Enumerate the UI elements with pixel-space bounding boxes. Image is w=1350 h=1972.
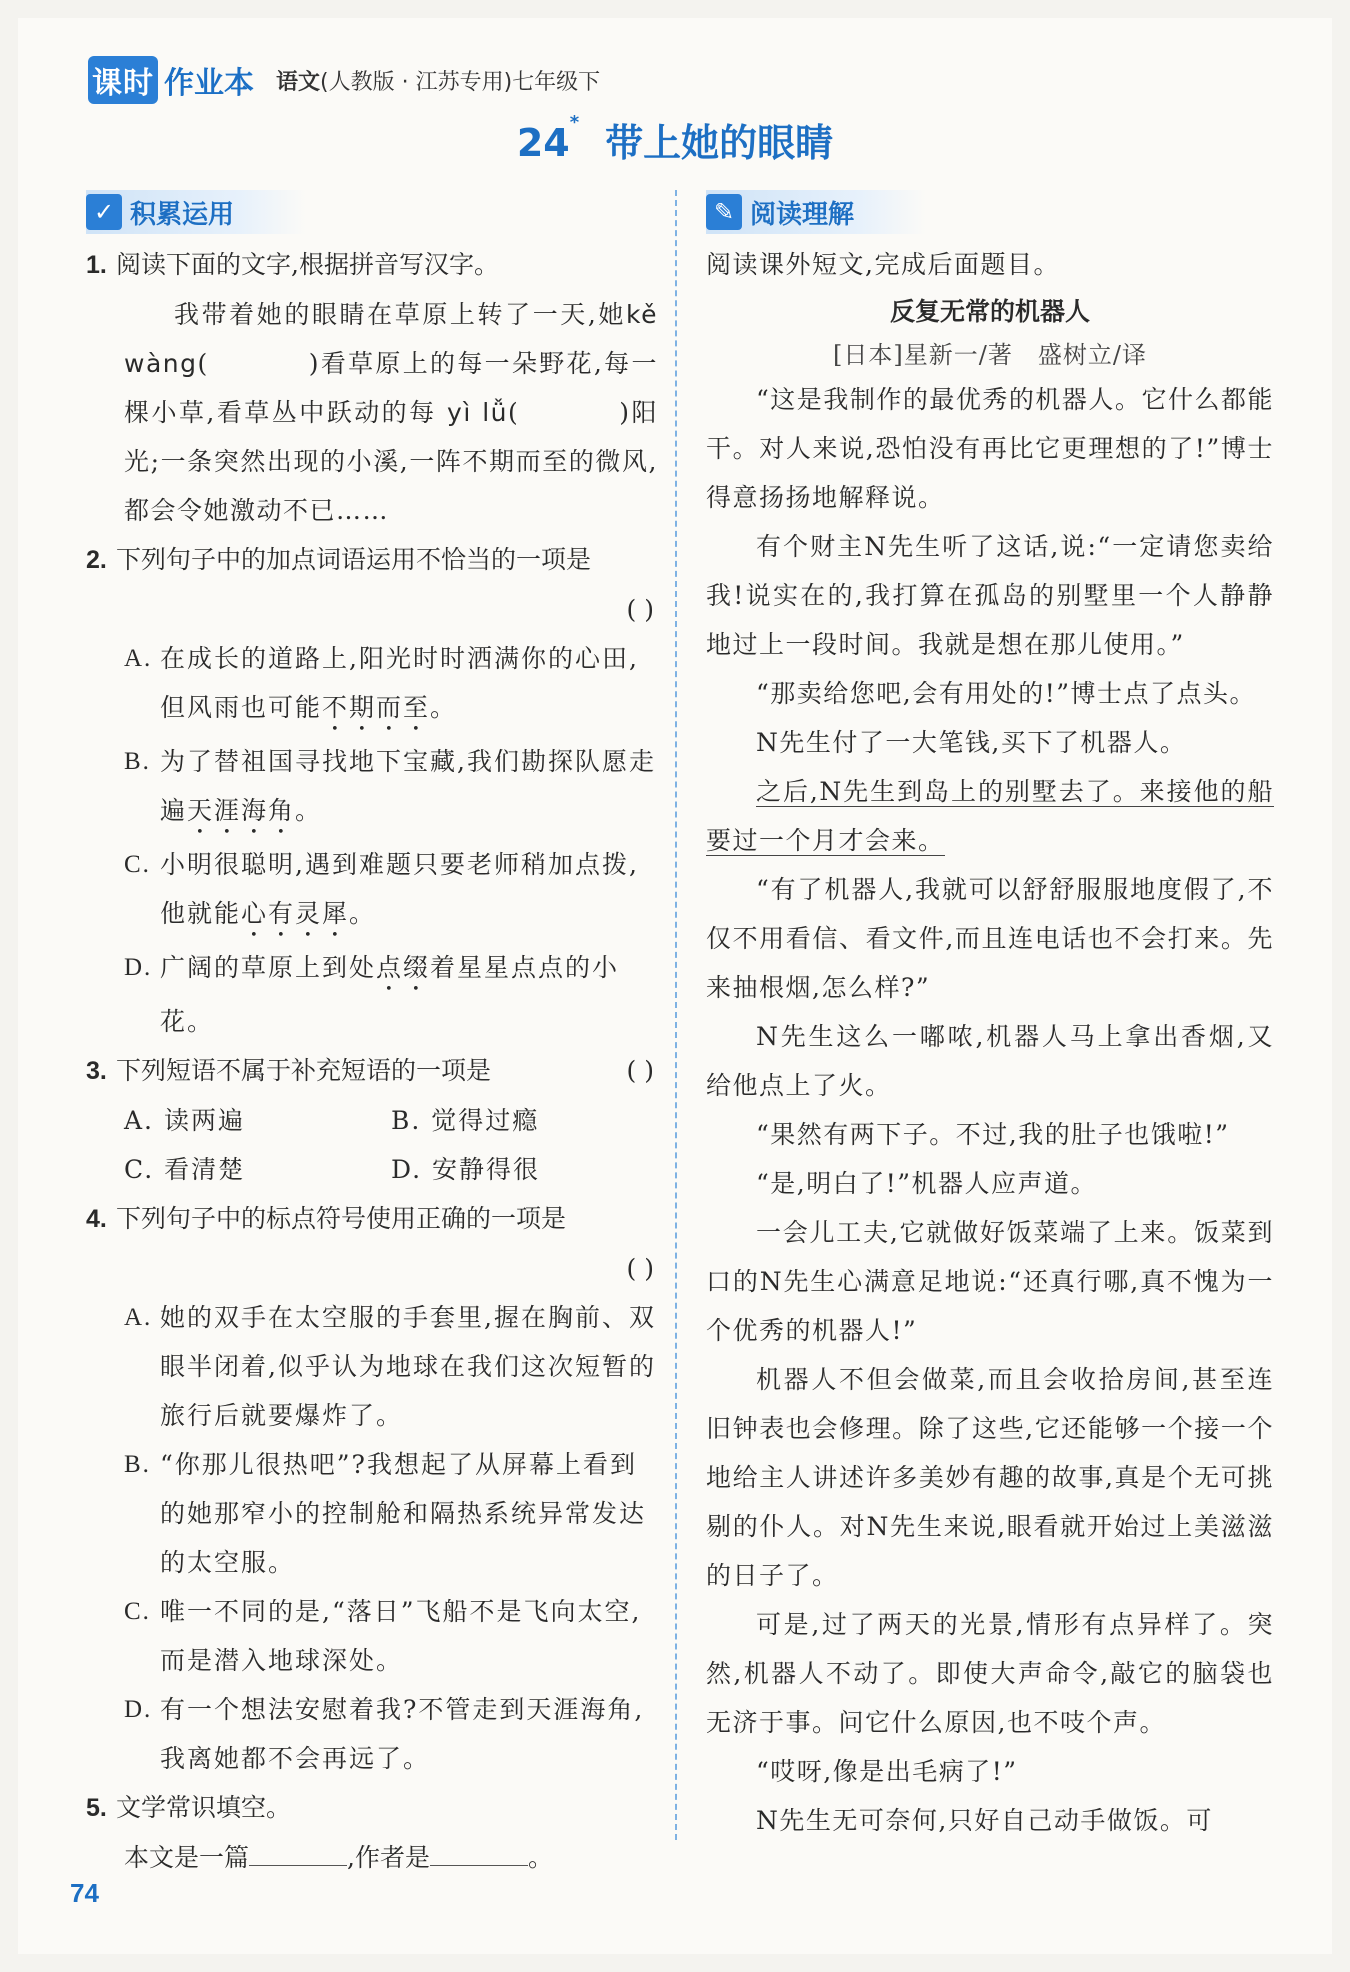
section-header-accumulate xyxy=(86,190,306,234)
paragraph: N先生这么一嘟哝,机器人马上拿出香烟,又给他点上了火。 xyxy=(706,1022,1274,1100)
question-stem: 文学常识填空。 xyxy=(116,1793,292,1822)
fill-line xyxy=(86,1833,658,1882)
paragraph: N先生付了一大笔钱,买下了机器人。 xyxy=(756,728,1187,757)
option-text: 她的双手在太空服的手套里,握在胸前、双眼半闭着,似乎认为地球在我们这次短暂的旅行后就要爆炸了。 xyxy=(160,1303,656,1430)
options-grid xyxy=(86,1096,658,1194)
option-label: C. xyxy=(124,1598,151,1625)
underlined-paragraph xyxy=(706,767,1274,865)
option-d xyxy=(86,1685,658,1783)
paragraph: “果然有两下子。不过,我的肚子也饿啦!” xyxy=(756,1120,1230,1149)
option-text: 。 xyxy=(349,899,377,928)
underlined-sentence: 之后,N先生到岛上的别墅去了。来接他的船要过一个月才会来。 xyxy=(706,777,1274,855)
option-b xyxy=(86,1440,658,1587)
question-stem: 下列句子中的标点符号使用正确的一项是 xyxy=(116,1204,567,1233)
lesson-mark: * xyxy=(569,112,580,133)
page-header xyxy=(88,56,600,104)
right-column xyxy=(706,190,1274,1845)
subject: 语文 xyxy=(276,69,321,95)
edition: (人教版 · 江苏专用)七年级下 xyxy=(320,69,601,95)
column-divider xyxy=(675,190,677,1840)
answer-paren[interactable]: ( ) xyxy=(626,1254,654,1283)
paragraph: 机器人不但会做菜,而且会收拾房间,甚至连旧钟表也会修理。除了这些,它还能够一个接一个地给主人讲述许多美妙有趣的故事,真是个无可挑剔的仆人。对N先生来说,眼看就开始过上美滋滋的日子了。 xyxy=(706,1365,1274,1590)
question-number: 2. xyxy=(86,546,107,574)
question-number: 5. xyxy=(86,1794,107,1822)
option-text: “你那儿很热吧”?我想起了从屏幕上看到的她那窄小的控制舱和隔热系统异常发达的太空服。 xyxy=(160,1450,647,1577)
option-text: 。 xyxy=(295,796,323,825)
lesson-number: 24 xyxy=(516,121,570,165)
option-label: A. xyxy=(124,645,153,672)
paragraph: “哎呀,像是出毛病了!” xyxy=(756,1757,1018,1786)
genre-blank[interactable] xyxy=(249,1838,347,1866)
option-label: C. xyxy=(124,851,151,878)
question-4 xyxy=(86,1194,658,1783)
question-number: 3. xyxy=(86,1057,107,1085)
option-label: D. xyxy=(124,954,153,981)
option-label: A. xyxy=(124,1304,153,1331)
logo-sub: 作业本 xyxy=(164,66,254,101)
option-label: B. xyxy=(124,748,151,775)
question-5 xyxy=(86,1783,658,1882)
passage-text: )看草原上的每一朵野花,每一棵小草,看草丛中跃动的每 xyxy=(124,349,658,427)
paragraph: 一会儿工夫,它就做好饭菜端了上来。饭菜到口的N先生心满意足地说:“还真行哪,真不愧为一个优秀的机器人!” xyxy=(706,1218,1274,1345)
answer-paren[interactable]: ( ) xyxy=(626,1056,654,1085)
page-number: 74 xyxy=(70,1878,99,1908)
option-a xyxy=(86,1293,658,1440)
article-author: [日本]星新一/著 盛树立/译 xyxy=(833,341,1147,369)
answer-paren[interactable]: ( ) xyxy=(626,595,654,624)
option-a: A. 读两遍 xyxy=(124,1106,245,1135)
paragraph: 可是,过了两天的光景,情形有点异样了。突然,机器人不动了。即使大声命令,敲它的脑袋也无济于事。问它什么原因,也不吱个声。 xyxy=(706,1610,1274,1737)
option-a xyxy=(86,634,658,737)
option-label: B. xyxy=(124,1451,151,1478)
paragraph: 有个财主N先生听了这话,说:“一定请您卖给我!说实在的,我打算在孤岛的别墅里一个人静静地过上一段时间。我就是想在那儿使用。” xyxy=(706,532,1274,659)
option-text: 为了替祖国寻找地下宝藏,我们勘探队愿走遍 xyxy=(160,747,656,825)
passage-text: 我带着她的眼睛在草原上转了一天,她 xyxy=(174,300,627,329)
fill-text: 本文是一篇 xyxy=(124,1843,250,1872)
article-title: 反复无常的机器人 xyxy=(889,297,1090,326)
question-1 xyxy=(86,240,658,535)
option-label: D. xyxy=(124,1696,153,1723)
paragraph: N先生无可奈何,只好自己动手做饭。可 xyxy=(756,1806,1213,1835)
question-3 xyxy=(86,1046,658,1194)
option-b xyxy=(86,737,658,840)
paragraph: “那卖给您吧,会有用处的!”博士点了点头。 xyxy=(756,679,1257,708)
pencil-icon: ✎ xyxy=(706,194,742,230)
pinyin-2: yì lǚ xyxy=(447,398,508,427)
question-2 xyxy=(86,535,658,1046)
section-title: 阅读理解 xyxy=(750,199,855,230)
left-column xyxy=(86,190,658,1882)
option-text: 着星星点点的小花。 xyxy=(160,953,620,1036)
option-text: 广阔的草原上到处 xyxy=(160,953,377,982)
lesson-title xyxy=(0,112,1350,167)
dotted-word: 天涯海角 xyxy=(187,796,296,825)
lesson-name: 带上她的眼睛 xyxy=(605,121,834,165)
paragraph: “是,明白了!”机器人应声道。 xyxy=(756,1169,1098,1198)
brand-logo xyxy=(88,56,254,104)
option-text: 有一个想法安慰着我?不管走到天涯海角,我离她都不会再远了。 xyxy=(160,1695,645,1773)
question-stem: 下列短语不属于补充短语的一项是 xyxy=(116,1056,492,1085)
paragraph: “有了机器人,我就可以舒舒服服地度假了,不仅不用看信、看文件,而且连电话也不会打来。先来抽根烟,怎么样?” xyxy=(706,875,1274,1002)
option-c xyxy=(86,840,658,943)
dotted-word: 不期而至 xyxy=(322,693,431,722)
question-number: 4. xyxy=(86,1205,107,1233)
question-stem: 下列句子中的加点词语运用不恰当的一项是 xyxy=(116,545,592,574)
option-c xyxy=(86,1587,658,1685)
passage-text: )阳光;一条突然出现的小溪,一阵不期而至的微风,都会令她激动不已…… xyxy=(124,398,658,525)
option-b: B. 觉得过瘾 xyxy=(391,1106,540,1135)
question-stem: 阅读下面的文字,根据拼音写汉字。 xyxy=(116,250,499,279)
checkmark-icon: ✓ xyxy=(86,194,122,230)
book-info xyxy=(276,65,600,96)
section-header-reading xyxy=(706,190,926,234)
question-number: 1. xyxy=(86,251,107,279)
option-d xyxy=(86,943,658,1046)
option-d: D. 安静得很 xyxy=(391,1155,541,1184)
option-text: 小明很聪明,遇到难题只要老师稍加点拨,他就能 xyxy=(160,850,639,928)
fill-text: ,作者是 xyxy=(347,1843,430,1872)
dotted-word: 心有灵犀 xyxy=(241,899,350,928)
author-blank[interactable] xyxy=(430,1838,528,1866)
passage: 我带着她的眼睛在草原上转了一天,她kě wàng( )看草原上的每一朵野花,每一棵小草,看草丛中跃动的每 yì lǚ( )阳光;一条突然出现的小溪,一阵不期而至的微风,都会令她激动不已…… xyxy=(124,300,658,525)
paragraph: “这是我制作的最优秀的机器人。它什么都能干。对人来说,恐怕没有再比它更理想的了!”博士得意扬扬地解释说。 xyxy=(706,385,1274,512)
logo-main: 课时 xyxy=(88,56,158,104)
fill-text: 。 xyxy=(527,1843,553,1872)
section-title: 积累运用 xyxy=(130,199,235,230)
option-c: C. 看清楚 xyxy=(124,1155,246,1184)
pinyin-1: kě wàng xyxy=(124,300,658,378)
option-text: 在成长的道路上,阳光时时洒满你的心田,但风雨也可能 xyxy=(160,644,639,722)
reading-intro: 阅读课外短文,完成后面题目。 xyxy=(706,250,1060,279)
dotted-word: 点缀 xyxy=(376,953,431,982)
option-text: 。 xyxy=(430,693,458,722)
option-text: 唯一不同的是,“落日”飞船不是飞向太空,而是潜入地球深处。 xyxy=(160,1597,642,1675)
